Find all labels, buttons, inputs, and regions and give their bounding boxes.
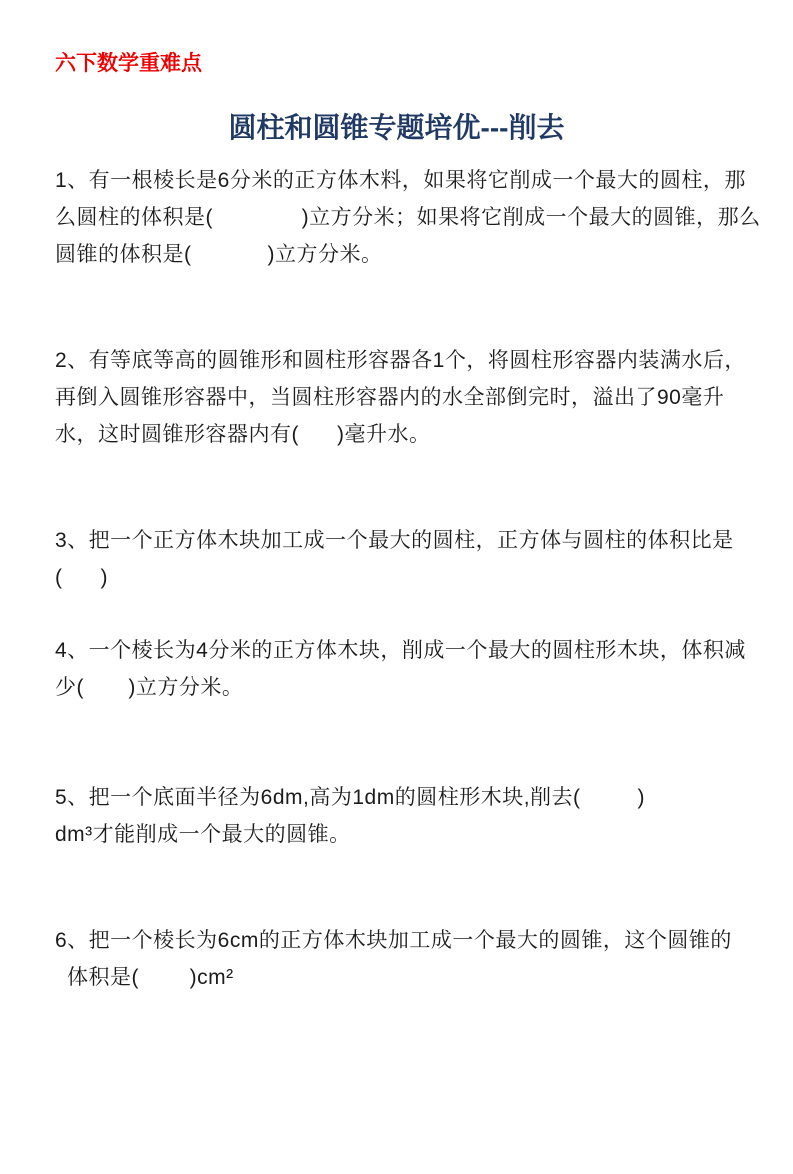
problem-3-line-1: 3、把一个正方体木块加工成一个最大的圆柱，正方体与圆柱的体积比是	[55, 529, 734, 552]
problem-2-line-3: 水，这时圆锥形容器内有( )毫升水。	[55, 423, 431, 446]
problem-1-line-1: 1、有一根棱长是6分米的正方体木料，如果将它削成一个最大的圆柱，那	[55, 169, 746, 192]
problem-5	[55, 779, 753, 853]
problem-4	[55, 632, 753, 706]
problem-1	[55, 162, 761, 273]
problems-list	[55, 162, 761, 996]
page-title: 圆柱和圆锥专题培优---削去	[228, 112, 565, 143]
problem-2	[55, 342, 753, 453]
worksheet-page	[0, 52, 793, 1174]
problem-1-line-3: 圆锥的体积是( )立方分米。	[55, 243, 383, 266]
watermark-label: 六下数学重难点	[55, 52, 202, 75]
problem-4-line-2: 少( )立方分米。	[55, 676, 244, 699]
problem-1-line-2: 么圆柱的体积是( )立方分米；如果将它削成一个最大的圆锥，那么	[55, 206, 761, 229]
problem-6-line-1: 6、把一个棱长为6cm的正方体木块加工成一个最大的圆锥，这个圆锥的	[55, 929, 732, 952]
problem-6-line-2: 体积是( )cm²	[67, 966, 234, 989]
problem-3-line-2: ( )	[55, 566, 108, 589]
problem-5-line-1: 5、把一个底面半径为6dm,高为1dm的圆柱形木块,削去( )	[55, 786, 646, 809]
problem-2-line-1: 2、有等底等高的圆锥形和圆柱形容器各1个，将圆柱形容器内装满水后，	[55, 349, 746, 372]
problem-6	[55, 922, 753, 996]
problem-5-line-2: dm³才能削成一个最大的圆锥。	[55, 823, 351, 846]
problem-3	[55, 522, 753, 596]
problem-2-line-2: 再倒入圆锥形容器中，当圆柱形容器内的水全部倒完时，溢出了90毫升	[55, 386, 725, 409]
problem-4-line-1: 4、一个棱长为4分米的正方体木块，削成一个最大的圆柱形木块，体积减	[55, 639, 746, 662]
